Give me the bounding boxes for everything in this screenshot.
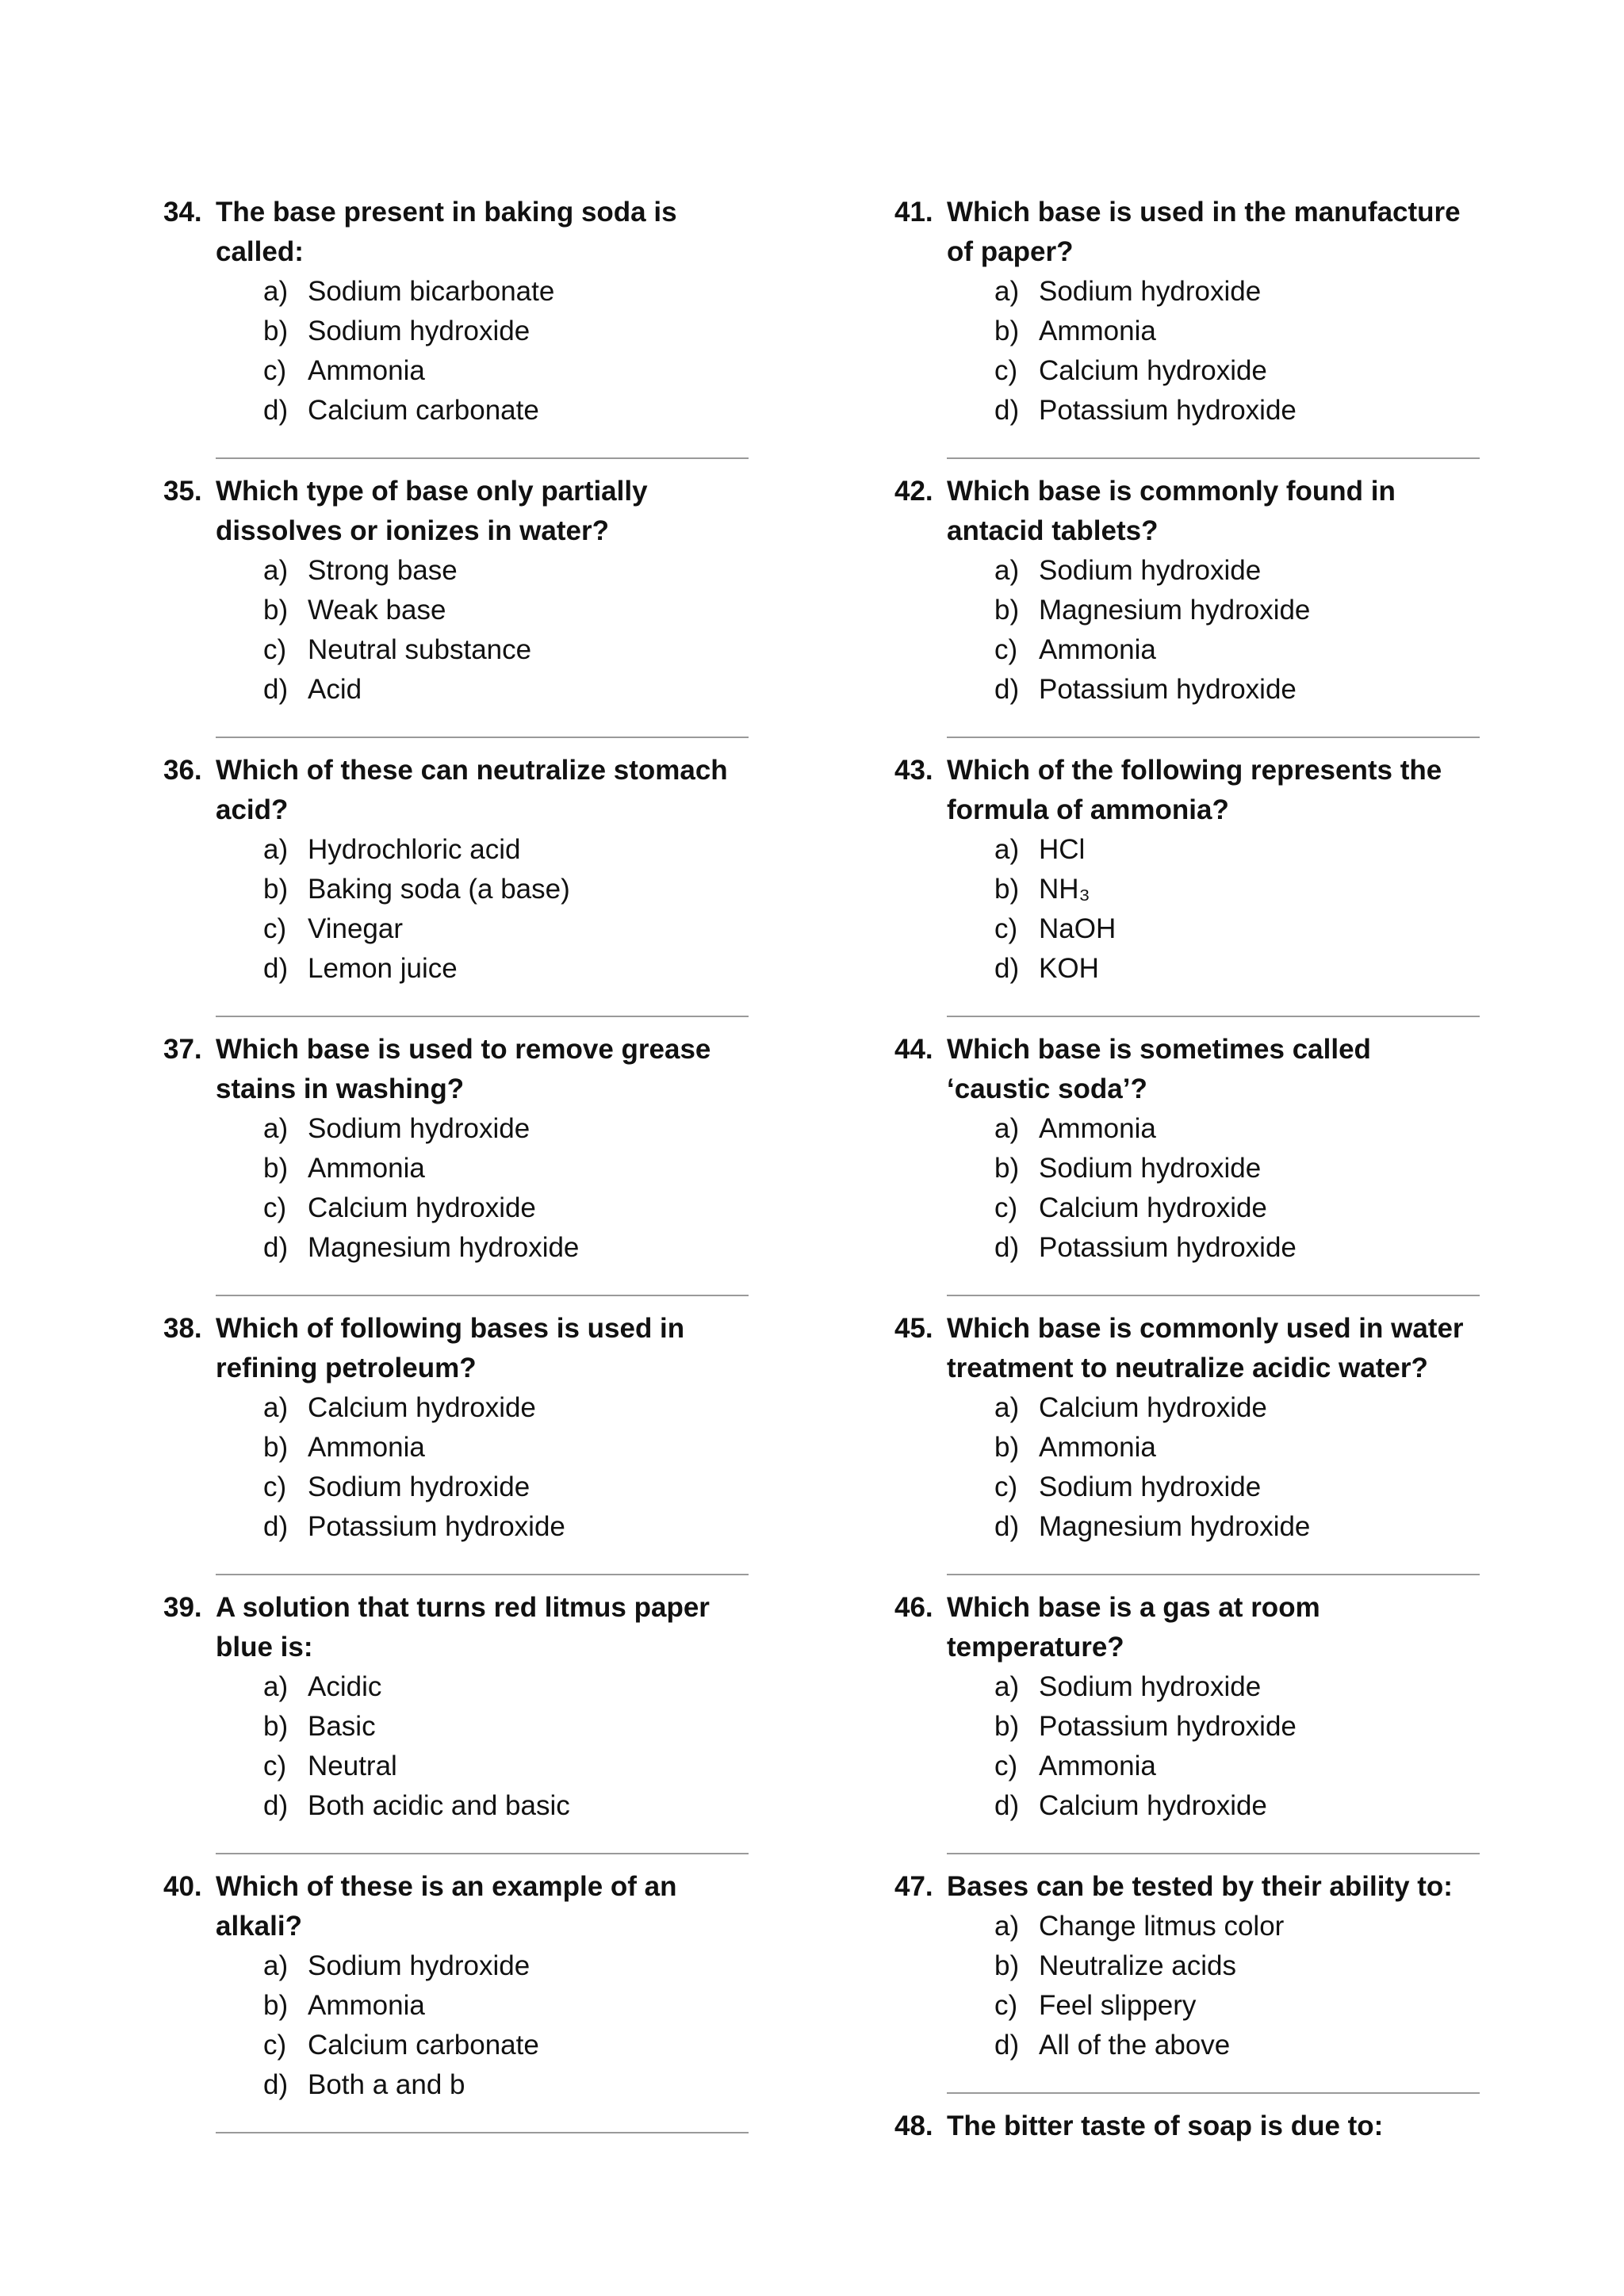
answer-option	[994, 1388, 1497, 1428]
option-letter: c)	[994, 1471, 1018, 1502]
option-text: Basic	[308, 1711, 376, 1742]
question-number: 35.	[163, 476, 202, 507]
option-text: Ammonia	[1039, 1432, 1156, 1463]
option-text: Hydrochloric acid	[308, 834, 521, 865]
question-text: Which base is used in the manufacture of paper?	[947, 197, 1461, 267]
option-letter: b)	[994, 1432, 1020, 1463]
question-46	[894, 1588, 1497, 1867]
answer-option	[263, 1188, 766, 1228]
question-34	[163, 193, 766, 472]
answer-option	[994, 2026, 1497, 2065]
option-text: Neutralize acids	[1039, 1950, 1236, 1981]
option-text: Calcium carbonate	[308, 395, 539, 426]
option-letter: a)	[263, 1113, 289, 1144]
option-text: Weak base	[308, 595, 446, 626]
option-text: Both a and b	[308, 2069, 465, 2100]
answer-option	[994, 1428, 1497, 1468]
answer-option	[994, 351, 1497, 391]
answer-option	[263, 591, 766, 630]
answer-option	[263, 1786, 766, 1826]
option-text: Calcium hydroxide	[1039, 1192, 1267, 1223]
question-42	[894, 472, 1497, 751]
option-letter: b)	[994, 316, 1020, 346]
question-heading	[894, 751, 1497, 830]
answer-option	[994, 870, 1497, 909]
option-letter: b)	[263, 1153, 289, 1184]
option-text: Sodium hydroxide	[1039, 555, 1262, 586]
option-letter: d)	[263, 2069, 289, 2100]
option-letter: b)	[994, 1950, 1020, 1981]
option-text: Calcium hydroxide	[1039, 1790, 1267, 1821]
option-letter: d)	[263, 1232, 289, 1263]
question-number: 34.	[163, 197, 202, 228]
answer-option	[263, 551, 766, 591]
question-spacer	[894, 1575, 1497, 1588]
answer-option	[263, 391, 766, 430]
question-text: Which base is a gas at room temperature?	[947, 1592, 1320, 1663]
option-letter: c)	[994, 1990, 1018, 2021]
answer-option	[994, 1907, 1497, 1946]
option-letter: d)	[994, 1232, 1020, 1263]
answer-option	[263, 830, 766, 870]
answer-option	[994, 670, 1497, 710]
option-letter: c)	[263, 913, 287, 944]
option-text: Ammonia	[308, 1990, 425, 2021]
answer-option	[994, 1786, 1497, 1826]
question-38	[163, 1309, 766, 1588]
question-text: Which base is commonly found in antacid tablets?	[947, 476, 1396, 546]
answer-option	[994, 909, 1497, 949]
question-heading	[894, 193, 1497, 272]
answer-option	[263, 272, 766, 312]
answer-option	[994, 1228, 1497, 1268]
option-letter: c)	[263, 1471, 287, 1502]
answer-option	[994, 1507, 1497, 1547]
answer-option	[263, 1228, 766, 1268]
question-text: Bases can be tested by their ability to:	[947, 1871, 1453, 1902]
question-text: A solution that turns red litmus paper blue is:	[216, 1592, 710, 1663]
option-text: Neutral	[308, 1751, 397, 1781]
option-text: HCl	[1039, 834, 1086, 865]
option-letter: c)	[263, 355, 287, 386]
option-text: Magnesium hydroxide	[1039, 595, 1311, 626]
option-text: NH₃	[1039, 874, 1090, 905]
option-text: Ammonia	[308, 1432, 425, 1463]
question-47	[894, 1867, 1497, 2107]
question-spacer	[163, 459, 766, 472]
option-text: Both acidic and basic	[308, 1790, 570, 1821]
question-text: The base present in baking soda is called:	[216, 197, 677, 267]
answer-options	[163, 1388, 766, 1547]
option-letter: d)	[263, 1511, 289, 1542]
option-text: Calcium hydroxide	[308, 1392, 536, 1423]
answer-option	[263, 1747, 766, 1786]
answer-option	[994, 1667, 1497, 1707]
question-spacer	[163, 2133, 766, 2146]
question-spacer	[163, 1854, 766, 1867]
question-number: 36.	[163, 755, 202, 786]
answer-option	[263, 2026, 766, 2065]
question-spacer	[894, 459, 1497, 472]
option-letter: b)	[994, 874, 1020, 905]
question-number: 38.	[163, 1313, 202, 1344]
option-text: Acidic	[308, 1671, 382, 1702]
option-text: Sodium hydroxide	[308, 316, 530, 346]
question-spacer	[894, 2094, 1497, 2107]
option-text: Potassium hydroxide	[308, 1511, 565, 1542]
option-letter: d)	[994, 953, 1020, 984]
option-letter: c)	[263, 1751, 287, 1781]
option-letter: b)	[263, 874, 289, 905]
option-letter: d)	[263, 953, 289, 984]
question-heading	[163, 1309, 766, 1388]
answer-option	[263, 2065, 766, 2105]
question-heading	[163, 1588, 766, 1667]
option-text: Potassium hydroxide	[1039, 1711, 1297, 1742]
answer-option	[263, 670, 766, 710]
answer-options	[894, 1388, 1497, 1547]
question-number: 45.	[894, 1313, 933, 1344]
answer-option	[263, 1946, 766, 1986]
question-36	[163, 751, 766, 1030]
answer-option	[263, 1149, 766, 1188]
question-spacer	[894, 1017, 1497, 1030]
question-spacer	[894, 738, 1497, 751]
option-text: Ammonia	[308, 355, 425, 386]
answer-option	[994, 949, 1497, 989]
option-letter: a)	[263, 1950, 289, 1981]
answer-options	[894, 1907, 1497, 2065]
option-letter: d)	[263, 674, 289, 705]
question-spacer	[163, 738, 766, 751]
answer-option	[994, 312, 1497, 351]
question-text: Which type of base only partially dissolves or ionizes in water?	[216, 476, 648, 546]
answer-option	[994, 830, 1497, 870]
question-text: Which of the following represents the formula of ammonia?	[947, 755, 1442, 825]
answer-options	[163, 551, 766, 710]
option-letter: a)	[263, 1392, 289, 1423]
option-text: Magnesium hydroxide	[1039, 1511, 1311, 1542]
option-text: Magnesium hydroxide	[308, 1232, 580, 1263]
option-text: Sodium hydroxide	[1039, 1671, 1262, 1702]
question-text: Which of these can neutralize stomach acid?	[216, 755, 728, 825]
answer-option	[263, 351, 766, 391]
option-letter: b)	[263, 316, 289, 346]
question-text: Which of following bases is used in refining petroleum?	[216, 1313, 685, 1383]
question-number: 46.	[894, 1592, 933, 1623]
question-48	[894, 2107, 1497, 2146]
question-heading	[894, 1867, 1497, 1907]
option-text: Neutral substance	[308, 634, 532, 665]
option-text: Potassium hydroxide	[1039, 395, 1297, 426]
option-letter: d)	[994, 1511, 1020, 1542]
option-text: NaOH	[1039, 913, 1116, 944]
question-heading	[894, 1309, 1497, 1388]
question-heading	[163, 193, 766, 272]
question-heading	[894, 1588, 1497, 1667]
option-letter: a)	[994, 1113, 1020, 1144]
question-heading	[163, 1867, 766, 1946]
question-text: Which base is commonly used in water treatment to neutralize acidic water?	[947, 1313, 1464, 1383]
answer-options	[163, 1109, 766, 1268]
answer-option	[263, 1388, 766, 1428]
option-letter: c)	[263, 634, 287, 665]
answer-option	[263, 1986, 766, 2026]
option-text: Ammonia	[1039, 1751, 1156, 1781]
question-35	[163, 472, 766, 751]
question-44	[894, 1030, 1497, 1309]
left-question-column	[163, 193, 766, 2146]
option-letter: a)	[994, 1911, 1020, 1942]
question-number: 48.	[894, 2110, 933, 2141]
question-number: 47.	[894, 1871, 933, 1902]
question-heading	[894, 1030, 1497, 1109]
question-39	[163, 1588, 766, 1867]
question-text: Which of these is an example of an alkali?	[216, 1871, 677, 1942]
answer-options	[163, 272, 766, 430]
option-letter: b)	[263, 1990, 289, 2021]
option-letter: c)	[994, 355, 1018, 386]
option-text: Sodium hydroxide	[1039, 1471, 1262, 1502]
option-text: Sodium hydroxide	[308, 1950, 530, 1981]
answer-option	[263, 312, 766, 351]
answer-option	[994, 1946, 1497, 1986]
question-45	[894, 1309, 1497, 1588]
question-spacer	[163, 1017, 766, 1030]
option-letter: a)	[994, 276, 1020, 307]
option-text: Calcium hydroxide	[1039, 355, 1267, 386]
answer-option	[263, 1707, 766, 1747]
question-text: The bitter taste of soap is due to:	[947, 2110, 1384, 2141]
answer-option	[263, 1667, 766, 1707]
option-text: Sodium hydroxide	[308, 1471, 530, 1502]
answer-options	[894, 830, 1497, 989]
option-text: Feel slippery	[1039, 1990, 1197, 2021]
option-letter: b)	[263, 595, 289, 626]
option-letter: c)	[263, 1192, 287, 1223]
option-letter: c)	[994, 1751, 1018, 1781]
question-text: Which base is sometimes called ‘caustic soda’?	[947, 1034, 1371, 1104]
answer-option	[263, 630, 766, 670]
answer-options	[163, 830, 766, 989]
answer-option	[994, 1986, 1497, 2026]
question-heading	[163, 751, 766, 830]
option-text: Lemon juice	[308, 953, 458, 984]
option-text: Change litmus color	[1039, 1911, 1285, 1942]
answer-option	[263, 1507, 766, 1547]
question-number: 43.	[894, 755, 933, 786]
option-letter: d)	[263, 395, 289, 426]
answer-option	[263, 909, 766, 949]
answer-option	[994, 591, 1497, 630]
answer-option	[263, 1468, 766, 1507]
option-text: Calcium carbonate	[308, 2030, 539, 2061]
answer-options	[894, 1109, 1497, 1268]
answer-options	[894, 272, 1497, 430]
option-text: Acid	[308, 674, 362, 705]
option-text: KOH	[1039, 953, 1099, 984]
option-text: Baking soda (a base)	[308, 874, 570, 905]
right-question-column	[894, 193, 1497, 2146]
answer-option	[263, 1109, 766, 1149]
answer-option	[994, 1109, 1497, 1149]
option-letter: d)	[263, 1790, 289, 1821]
answer-option	[994, 630, 1497, 670]
option-letter: c)	[994, 634, 1018, 665]
answer-options	[894, 1667, 1497, 1826]
option-text: Vinegar	[308, 913, 404, 944]
answer-option	[994, 1188, 1497, 1228]
question-number: 37.	[163, 1034, 202, 1065]
option-letter: a)	[263, 276, 289, 307]
answer-option	[994, 1747, 1497, 1786]
option-text: Sodium bicarbonate	[308, 276, 555, 307]
question-40	[163, 1867, 766, 2146]
question-heading	[163, 1030, 766, 1109]
answer-options	[163, 1667, 766, 1826]
question-spacer	[163, 1575, 766, 1588]
option-text: Ammonia	[1039, 316, 1156, 346]
answer-option	[994, 391, 1497, 430]
option-letter: c)	[994, 913, 1018, 944]
answer-options	[894, 551, 1497, 710]
answer-options	[163, 1946, 766, 2105]
option-text: Strong base	[308, 555, 458, 586]
question-spacer	[163, 1296, 766, 1309]
option-letter: b)	[263, 1432, 289, 1463]
option-letter: b)	[994, 1153, 1020, 1184]
answer-option	[263, 949, 766, 989]
question-spacer	[894, 1296, 1497, 1309]
option-text: Potassium hydroxide	[1039, 674, 1297, 705]
option-text: Ammonia	[1039, 1113, 1156, 1144]
option-letter: a)	[994, 555, 1020, 586]
option-text: Ammonia	[1039, 634, 1156, 665]
question-spacer	[894, 1854, 1497, 1867]
option-letter: d)	[994, 1790, 1020, 1821]
option-letter: c)	[263, 2030, 287, 2061]
option-text: Calcium hydroxide	[1039, 1392, 1267, 1423]
option-text: Calcium hydroxide	[308, 1192, 536, 1223]
option-letter: a)	[263, 834, 289, 865]
answer-option	[994, 1468, 1497, 1507]
option-letter: a)	[994, 1671, 1020, 1702]
option-letter: b)	[994, 1711, 1020, 1742]
question-37	[163, 1030, 766, 1309]
option-text: Ammonia	[308, 1153, 425, 1184]
option-letter: a)	[994, 1392, 1020, 1423]
option-letter: a)	[994, 834, 1020, 865]
answer-option	[994, 1149, 1497, 1188]
question-heading	[894, 472, 1497, 551]
option-letter: a)	[263, 555, 289, 586]
option-letter: b)	[263, 1711, 289, 1742]
option-text: Potassium hydroxide	[1039, 1232, 1297, 1263]
question-text: Which base is used to remove grease stains in washing?	[216, 1034, 711, 1104]
option-text: Sodium hydroxide	[1039, 1153, 1262, 1184]
question-heading	[894, 2107, 1497, 2146]
option-letter: a)	[263, 1671, 289, 1702]
question-number: 39.	[163, 1592, 202, 1623]
question-number: 41.	[894, 197, 933, 228]
question-number: 40.	[163, 1871, 202, 1902]
answer-option	[263, 1428, 766, 1468]
option-letter: d)	[994, 674, 1020, 705]
answer-option	[994, 272, 1497, 312]
question-41	[894, 193, 1497, 472]
option-letter: d)	[994, 2030, 1020, 2061]
question-number: 42.	[894, 476, 933, 507]
question-heading	[163, 472, 766, 551]
option-letter: d)	[994, 395, 1020, 426]
option-letter: b)	[994, 595, 1020, 626]
answer-option	[994, 1707, 1497, 1747]
question-number: 44.	[894, 1034, 933, 1065]
answer-option	[994, 551, 1497, 591]
option-text: Sodium hydroxide	[308, 1113, 530, 1144]
question-43	[894, 751, 1497, 1030]
option-text: All of the above	[1039, 2030, 1231, 2061]
answer-option	[263, 870, 766, 909]
option-text: Sodium hydroxide	[1039, 276, 1262, 307]
option-letter: c)	[994, 1192, 1018, 1223]
